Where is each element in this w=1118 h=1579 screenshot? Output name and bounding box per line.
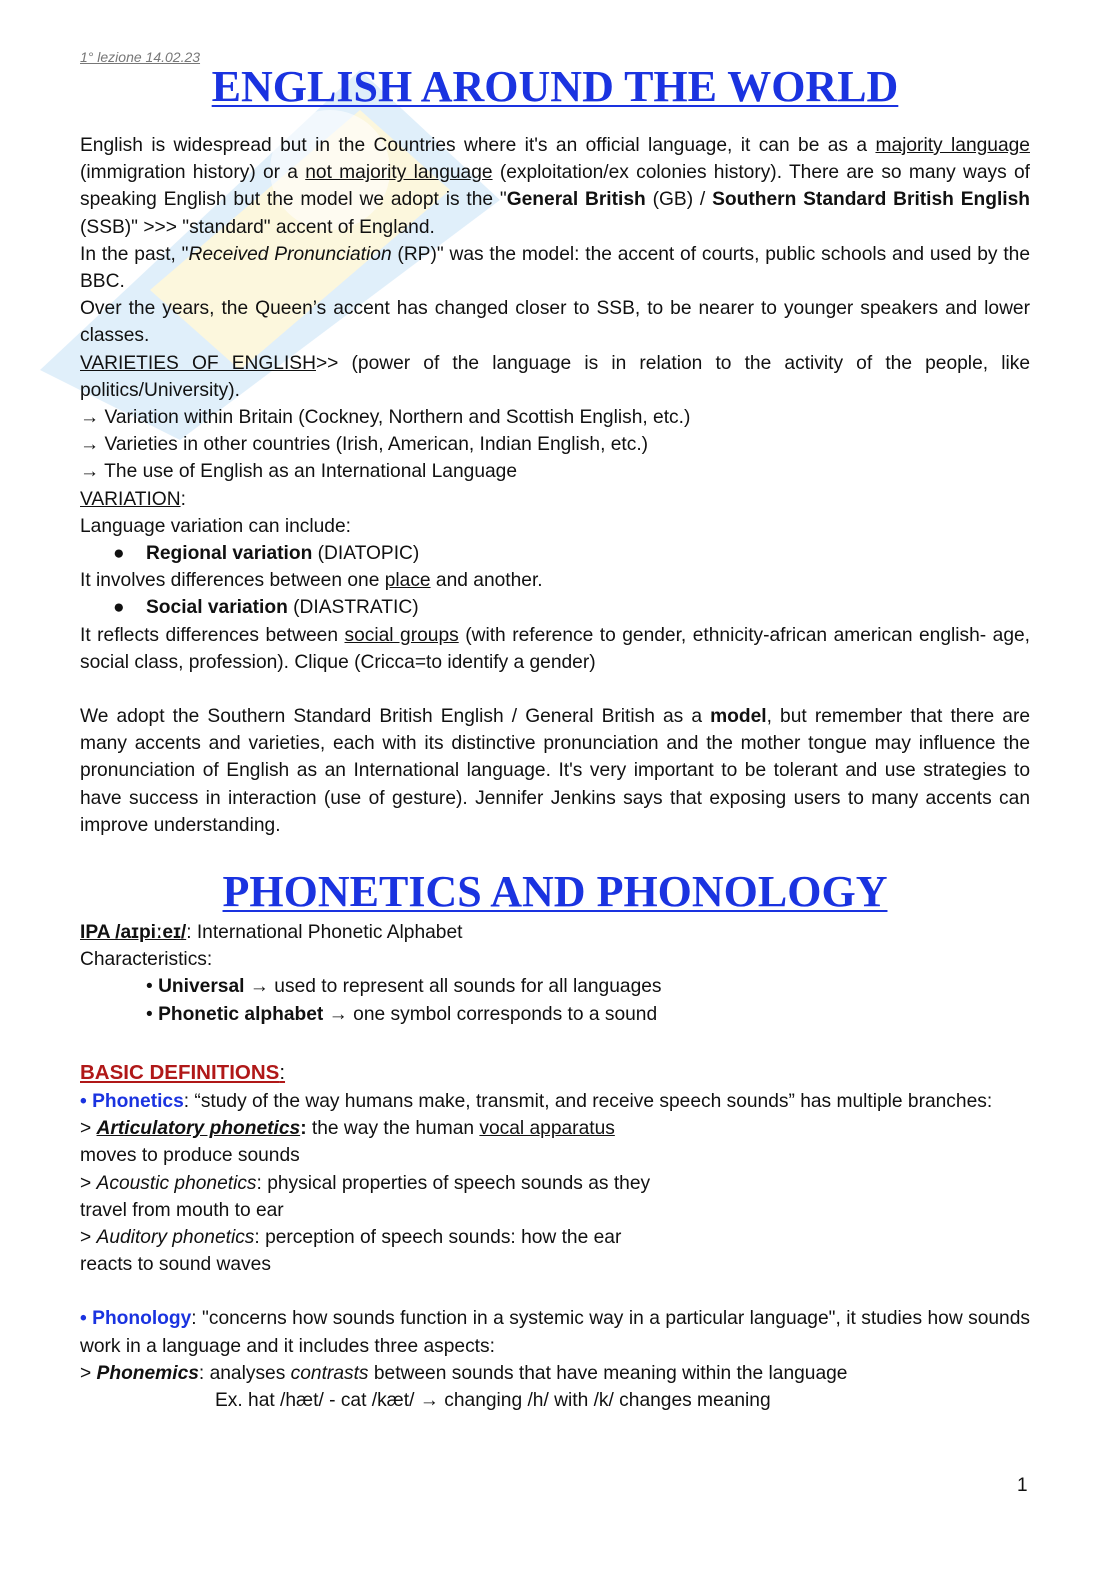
paragraph-received-pronunciation: In the past, "Received Pronunciation (RP)" was the model: the accent of courts, public schools and used by the BBC. bbox=[80, 243, 1030, 293]
bullet-dot-icon: ● bbox=[113, 597, 125, 619]
phonemics-definition: > Phonemics: analyses contrasts between sounds that have meaning within the language bbox=[80, 1362, 848, 1384]
paragraph-widespread: English is widespread but in the Countries where it's an official language, it can be as a majority language (immigration history) or a not majority language (exploitation/ex colonies history). There are so many ways of speaking English but the model we adopt is the "General British (GB) / Southern Standard British English (SSB)" >>> "standard" accent of England. bbox=[80, 135, 1031, 238]
characteristic-item: • Phonetic alphabet → one symbol corresponds to a sound bbox=[146, 1003, 658, 1025]
acoustic-phonetics-line2: travel from mouth to ear bbox=[80, 1199, 284, 1221]
phonology-definition: • Phonology: "concerns how sounds function in a systemic way in a particular language", it studies how sounds work in a language and it includes three aspects: bbox=[80, 1308, 1030, 1357]
characteristic-item: • Universal → used to represent all sounds for all languages bbox=[146, 976, 662, 998]
social-description: It reflects differences between social groups (with reference to gender, ethnicity-african american english- age, social class, profession). Clique (Cricca=to identify a gender) bbox=[80, 624, 1030, 673]
auditory-phonetics-line2: reacts to sound waves bbox=[80, 1254, 271, 1276]
spacer bbox=[80, 676, 1030, 703]
characteristics-label: Characteristics: bbox=[80, 949, 213, 971]
arrow-item: → Varieties in other countries (Irish, American, Indian English, etc.) bbox=[80, 434, 649, 456]
underlined-not-majority-language: not majority language bbox=[305, 162, 493, 184]
variation-intro: Language variation can include: bbox=[80, 515, 351, 537]
variation-label: VARIATION: bbox=[80, 488, 186, 510]
bullet-regional-variation: ● Regional variation (DIATOPIC) bbox=[80, 540, 1030, 567]
paragraph-varieties-of-english: VARIETIES OF ENGLISH>> (power of the language is in relation to the activity of the people, like politics/University). bbox=[80, 352, 1031, 401]
arrow-item: → The use of English as an International Language bbox=[80, 461, 518, 483]
lesson-date: 1° lezione 14.02.23 bbox=[80, 49, 201, 65]
page-number: 1 bbox=[1017, 1475, 1028, 1496]
bullet-social-variation: ● Social variation (DIASTRATIC) bbox=[80, 594, 1030, 621]
auditory-phonetics: > Auditory phonetics: perception of speech sounds: how the ear bbox=[80, 1226, 622, 1248]
page-title-english-around-the-world: ENGLISH AROUND THE WORLD bbox=[211, 62, 899, 111]
paragraph-queens-accent: Over the years, the Queen’s accent has changed closer to SSB, to be nearer to younger speakers and lower classes. bbox=[80, 298, 1030, 347]
regional-description: It involves differences between one place and another. bbox=[80, 570, 543, 592]
paragraph-model: We adopt the Southern Standard British English / General British as a model, but remember that there are many accents and varieties, each with its distinctive pronunciation and the mother tongue may influence the pronunciation of English as an International language. It's very important to be tolerant and use strategies to have success in interaction (use of gesture). Jennifer Jenkins says that exposing users to many accents can improve understanding. bbox=[80, 706, 1031, 836]
underlined-majority-language: majority language bbox=[875, 135, 1030, 156]
arrow-item: → Variation within Britain (Cockney, Northern and Scottish English, etc.) bbox=[80, 407, 691, 429]
ipa-definition: IPA /aɪpiːeɪ/: International Phonetic Alphabet bbox=[80, 922, 463, 944]
phonetics-definition: • Phonetics: “study of the way humans make, transmit, and receive speech sounds” has multiple branches: bbox=[80, 1090, 993, 1112]
articulatory-phonetics: > Articulatory phonetics: the way the human vocal apparatus bbox=[80, 1118, 615, 1140]
phonemics-example: Ex. hat /hæt/ - cat /kæt/ → changing /h/ with /k/ changes meaning bbox=[215, 1389, 771, 1411]
spacer bbox=[80, 1278, 1030, 1305]
page-title-phonetics-and-phonology: PHONETICS AND PHONOLOGY bbox=[222, 867, 888, 917]
articulatory-phonetics-line2: moves to produce sounds bbox=[80, 1145, 300, 1167]
bullet-dot-icon: ● bbox=[113, 543, 125, 565]
acoustic-phonetics: > Acoustic phonetics: physical properties of speech sounds as they bbox=[80, 1172, 651, 1194]
document-body bbox=[80, 44, 1030, 1414]
basic-definitions-heading: BASIC DEFINITIONS: bbox=[80, 1060, 286, 1084]
